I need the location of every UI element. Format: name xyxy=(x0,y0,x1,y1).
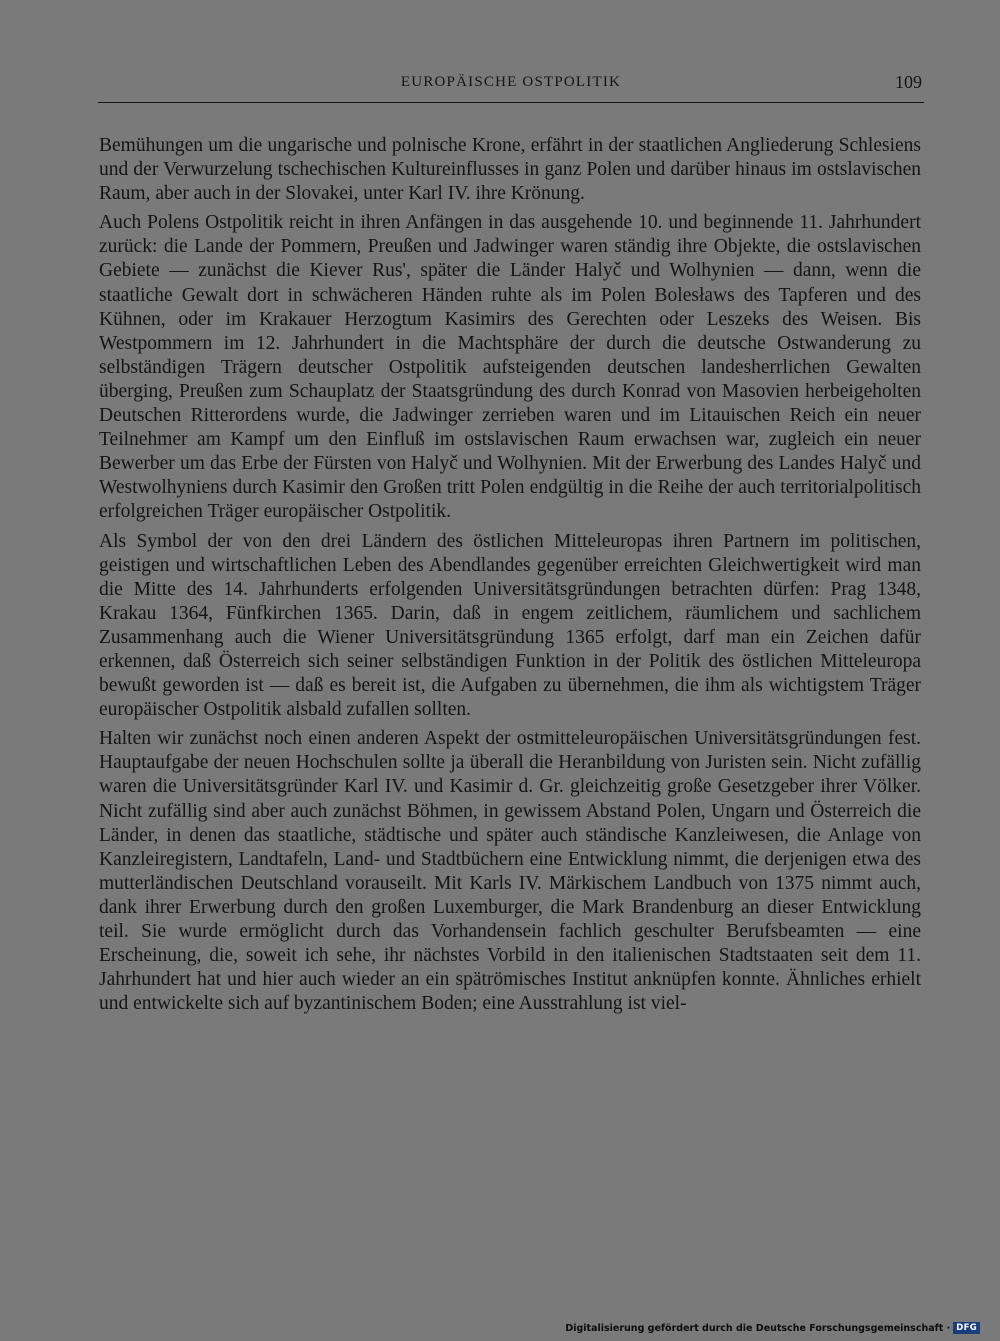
dfg-logo: DFG xyxy=(953,1322,980,1334)
body-text xyxy=(99,134,921,1021)
header-rule xyxy=(98,102,924,103)
digitization-footer xyxy=(565,1321,980,1335)
running-header xyxy=(98,72,924,100)
paragraph-3: Als Symbol der von den drei Ländern des östlichen Mitteleuropas ihren Partnern im politischen, geistigen und wirtschaftlichen Leben des Abendlandes gegenüber erreichten Gleichwertigkeit wird man die Mitte des 14. Jahrhunderts erfolgenden Universitätsgründungen betrachten dürfen: Prag 1348, Krakau 1364, Fünfkirchen 1365. Darin, daß in engem zeitlichem, räumlichem und sachlichem Zusammenhang auch die Wiener Universitätsgründung 1365 erfolgt, darf man ein Zeichen dafür erkennen, daß Österreich sich seiner selbständigen Funktion in der Politik des östlichen Mitteleuropa bewußt geworden ist — daß es bereit ist, die Aufgaben zu übernehmen, die ihm als wichtigstem Träger europäischer Ostpolitik alsbald zufallen sollten. xyxy=(99,530,921,721)
paragraph-2: Auch Polens Ostpolitik reicht in ihren Anfängen in das ausgehende 10. und beginnende 11. Jahrhundert zurück: die Lande der Pommern, Preußen und Jadwinger waren ständig ihre Objekte, die ostslavischen Gebiete — zunächst die Kiever Rus', später die Länder Halyč und Wolhynien — dann, wenn die staatliche Gewalt dort in schwächeren Händen ruhte als im Polen Bolesławs des Tapferen und des Kühnen, oder im Krakauer Herzogtum Kasimirs des Gerechten oder Leszeks des Weisen. Bis Westpommern im 12. Jahrhundert in die Machtsphäre der durch die deutsche Ostwanderung zu selbständigen Trägern deutscher Ostpolitik aufsteigenden deutschen landesherrlichen Gewalten überging, Preußen zum Schauplatz der Staatsgründung des durch Konrad von Masovien herbeigeholten Deutschen Ritterordens wurde, die Jadwinger zerrieben waren und im Litauischen Reich ein neuer Teilnehmer am Kampf um den Einfluß im ostslavischen Raum erwachsen war, zugleich ein neuer Bewerber um das Erbe der Fürsten von Halyč und Wolhynien. Mit der Erwerbung des Landes Halyč und Westwolhyniens durch Kasimir den Großen tritt Polen endgültig in die Reihe der auch territorialpolitisch erfolgreichen Träger europäischer Ostpolitik. xyxy=(99,212,921,523)
paragraph-4: Halten wir zunächst noch einen anderen Aspekt der ostmitteleuropäischen Universitätsgründungen fest. Hauptaufgabe der neuen Hochschulen sollte ja überall die Heranbildung von Juristen sein. Nicht zufällig waren die Universitätsgründer Karl IV. und Kasimir d. Gr. gleichzeitig große Gesetzgeber ihrer Völker. Nicht zufällig sind aber auch zunächst Böhmen, in gewissem Abstand Polen, Ungarn und Österreich die Länder, in denen das staatliche, städtische und später auch ständische Kanzleiwesen, die Anlage von Kanzleiregistern, Landtafeln, Land- und Stadtbüchern eine Entwicklung nimmt, die derjenigen etwa des mutterländischen Deutschland vorauseilt. Mit Karls IV. Märkischem Landbuch von 1375 nimmt auch, dank ihrer Erwerbung durch den großen Luxemburger, die Mark Brandenburg an dieser Entwicklung teil. Sie wurde ermöglicht durch das Vorhandensein fachlich geschulter Berufsbeamten — eine Erscheinung, die, soweit ich sehe, ihr nächstes Vorbild in den italienischen Stadtstaaten seit dem 11. Jahrhundert hat und hier auch wieder an ein spätrömisches Institut anknüpfen konnte. Ähnliches erhielt und entwickelte sich auf byzantinischem Boden; eine Ausstrahlung ist viel- xyxy=(99,728,921,1015)
paragraph-1: Bemühungen um die ungarische und polnische Krone, erfährt in der staatlichen Angliederung Schlesiens und der Verwurzelung tschechischen Kultureinflusses in ganz Polen und darüber hinaus im ostslavischen Raum, aber auch in der Slovakei, unter Karl IV. ihre Krönung. xyxy=(99,135,921,205)
running-title: EUROPÄISCHE OSTPOLITIK xyxy=(400,74,622,90)
page-number: 109 xyxy=(895,72,922,92)
footer-credit: Digitalisierung gefördert durch die Deutsche Forschungsgemeinschaft · xyxy=(565,1322,951,1334)
